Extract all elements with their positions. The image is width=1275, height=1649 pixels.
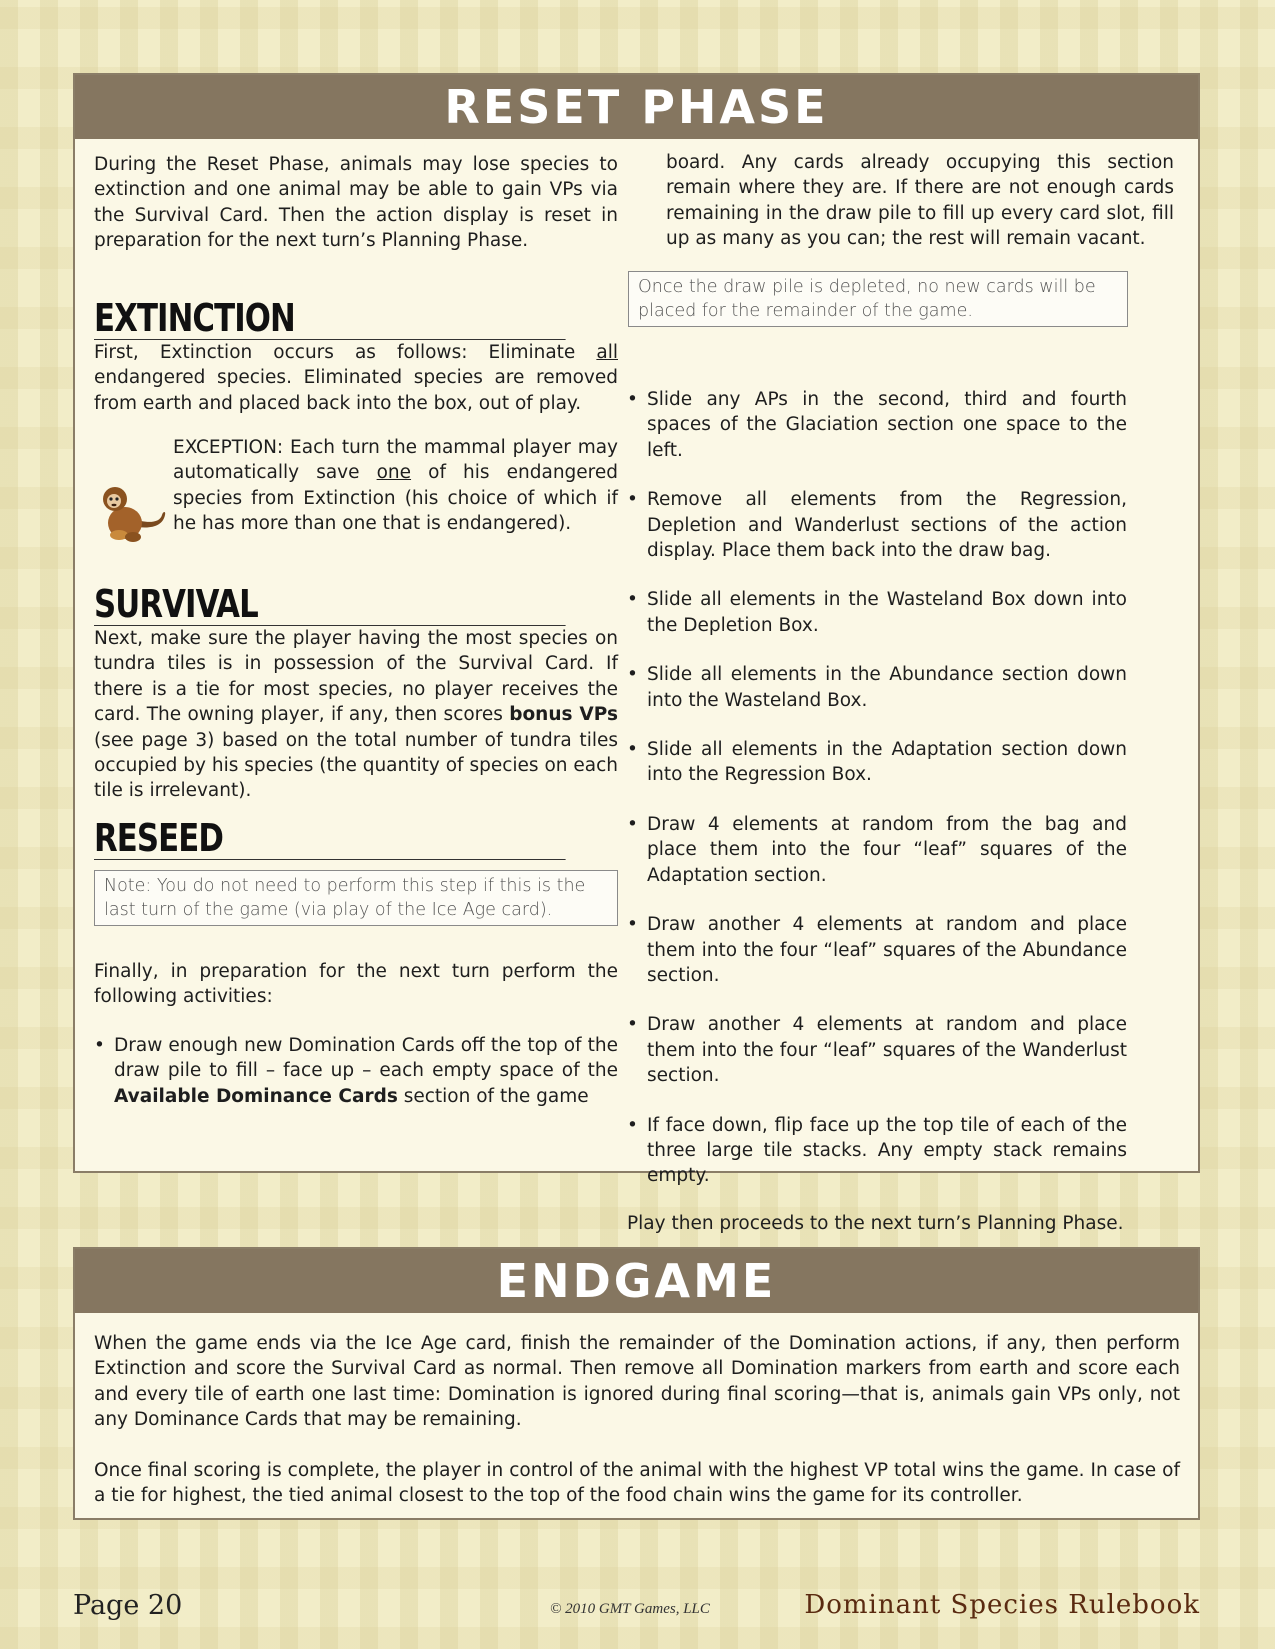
rulebook-title: Dominant Species Rulebook: [804, 1590, 1200, 1620]
monkey-icon: [93, 477, 168, 547]
list-item: • Draw another 4 elements at random and place them into the four “leaf” squares of the Wanderlust section.: [627, 1012, 1127, 1088]
reset-phase-title: RESET PHASE: [75, 75, 1198, 139]
list-item: • If face down, flip face up the top tile of each of the three large tile stacks. Any empty stack remains empty.: [627, 1113, 1127, 1189]
reseed-bullet-list: [627, 387, 1127, 1236]
list-item: • Slide all elements in the Adaptation section down into the Regression Box.: [627, 737, 1127, 788]
extinction-heading: EXTINCTION: [94, 297, 566, 340]
reseed-note: Note: You do not need to perform this step if this is the last turn of the game (via play of the Ice Age card).: [94, 870, 618, 926]
endgame-title: ENDGAME: [75, 1249, 1198, 1313]
page-number: Page 20: [73, 1590, 183, 1621]
list-item: • Slide all elements in the Abundance section down into the Wasteland Box.: [627, 662, 1127, 713]
copyright: © 2010 GMT Games, LLC: [550, 1601, 710, 1617]
survival-heading: SURVIVAL: [94, 583, 566, 626]
reseed-heading: RESEED: [94, 817, 566, 860]
endgame-section: [73, 1247, 1200, 1520]
reset-intro: During the Reset Phase, animals may lose species to extinction and one animal may be able to gain VPs via the Survival Card. Then the action display is reset in preparation for the next turn’s Planning Phase.: [94, 154, 618, 252]
mammal-exception: EXCEPTION: Each turn the mammal player may automatically save one of his endangered species from Extinction (his choice of which if he has more than one that is endangered).: [173, 437, 618, 535]
extinction-text: First, Extinction occurs as follows: Eliminate all endangered species. Eliminated species are removed from earth and placed back into the box, out of play.: [94, 342, 618, 414]
survival-text: Next, make sure the player having the most species on tundra tiles is in possession of the Survival Card. If there is a tie for most species, no player receives the card. The owning player, if any, then scores bonus VPs (see page 3) based on the total number of tundra tiles occupied by his species (the quantity of species on each tile is irrelevant).: [94, 628, 618, 802]
reseed-finally: Finally, in preparation for the next turn perform the following activities:: [94, 961, 618, 1008]
reseed-first-bullet: • Draw enough new Domination Cards off the top of the draw pile to fill – face up – each empty space of the Available Dominance Cards section of the game: [94, 1033, 618, 1109]
list-item: • Draw 4 elements at random from the bag and place them into the four “leaf” squares of the Adaptation section.: [627, 812, 1127, 888]
reseed-continued: board. Any cards already occupying this section remain where they are. If there are not enough cards remaining in the draw pile to fill up every card slot, fill up as many as you can; the rest will remain vacant.: [666, 152, 1174, 250]
closing-text: Play then proceeds to the next turn’s Planning Phase.: [627, 1212, 1124, 1234]
list-item: • Slide all elements in the Wasteland Box down into the Depletion Box.: [627, 587, 1127, 638]
reset-phase-section: [73, 73, 1200, 1234]
list-item: • Slide any APs in the second, third and fourth spaces of the Glaciation section one space to the left.: [627, 387, 1127, 463]
endgame-body: When the game ends via the Ice Age card, finish the remainder of the Domination actions, if any, then perform Extinction and score the Survival Card as normal. Then remove all Domination markers from earth and score each and every tile of earth one last time: Domination is ignored during final scoring—that is, animals gain VPs only, not any Dominance Cards that may be remaining. Once final scoring is complete, the player in control of the animal with the highest VP total wins the game. In case of a tie for highest, the tied animal closest to the top of the food chain wins the game for its controller.: [94, 1333, 1180, 1507]
list-item: • Draw another 4 elements at random and place them into the four “leaf” squares of the Abundance section.: [627, 912, 1127, 988]
draw-pile-note: Once the draw pile is depleted, no new cards will be placed for the remainder of the game.: [628, 271, 1128, 327]
list-item: • Remove all elements from the Regression, Depletion and Wanderlust sections of the action display. Place them back into the draw bag.: [627, 487, 1127, 563]
